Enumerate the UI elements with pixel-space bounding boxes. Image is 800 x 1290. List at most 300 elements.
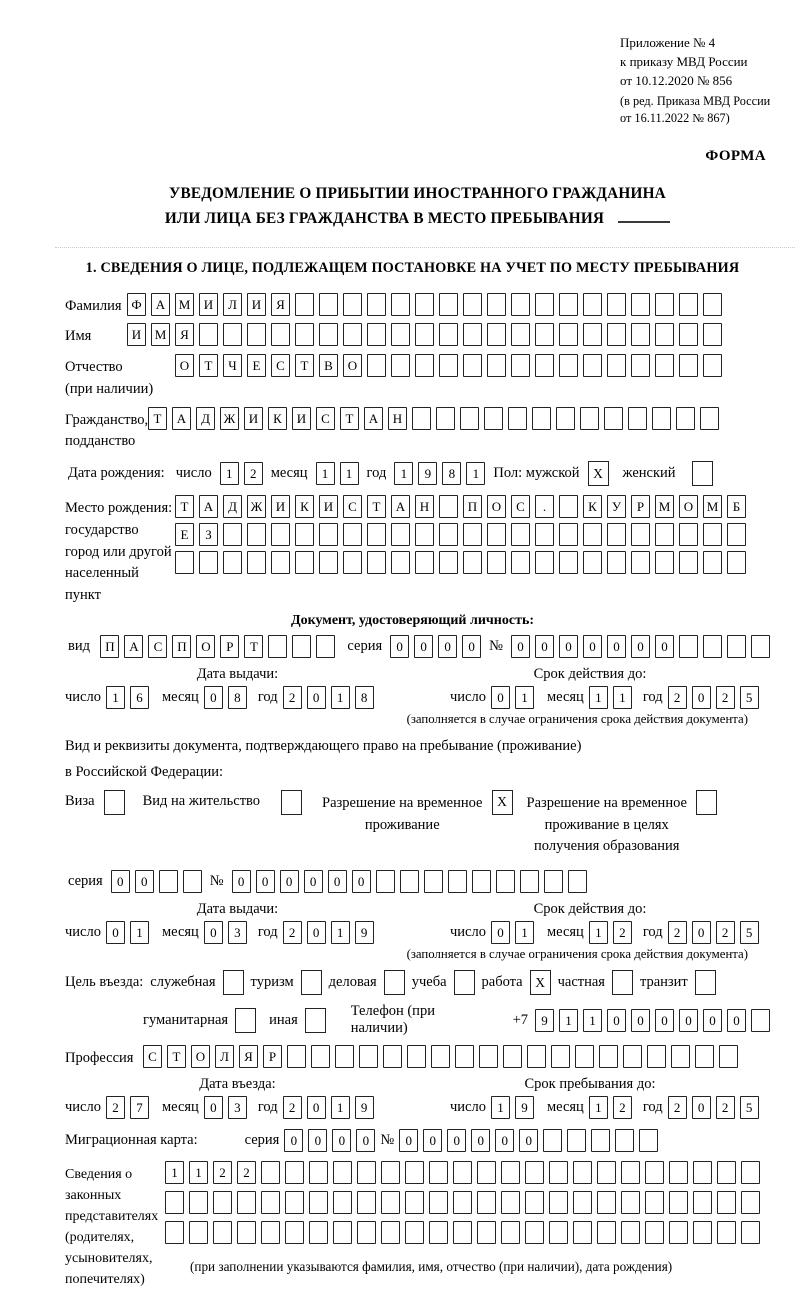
- char-cell[interactable]: [477, 1191, 496, 1214]
- char-cell[interactable]: [655, 523, 674, 546]
- char-cell[interactable]: [583, 323, 602, 346]
- char-cell[interactable]: [679, 523, 698, 546]
- char-cell[interactable]: [703, 551, 722, 574]
- char-cell[interactable]: [631, 551, 650, 574]
- char-cell[interactable]: [381, 1221, 400, 1244]
- char-cell[interactable]: [381, 1161, 400, 1184]
- char-cell[interactable]: 0: [491, 921, 510, 944]
- char-cell[interactable]: [511, 523, 530, 546]
- char-cell[interactable]: 1: [106, 686, 125, 709]
- char-cell[interactable]: [741, 1191, 760, 1214]
- char-cell[interactable]: С: [343, 495, 362, 518]
- char-cell[interactable]: О: [191, 1045, 210, 1068]
- purpose-service-checkbox[interactable]: [223, 970, 244, 995]
- char-cell[interactable]: [333, 1161, 352, 1184]
- char-cell[interactable]: 1: [589, 1096, 608, 1119]
- char-cell[interactable]: И: [319, 495, 338, 518]
- char-cell[interactable]: [261, 1221, 280, 1244]
- char-cell[interactable]: 8: [442, 462, 461, 485]
- char-cell[interactable]: [295, 551, 314, 574]
- char-cell[interactable]: [165, 1221, 184, 1244]
- char-cell[interactable]: [477, 1161, 496, 1184]
- char-cell[interactable]: [508, 407, 527, 430]
- char-cell[interactable]: Я: [271, 293, 290, 316]
- char-cell[interactable]: [607, 523, 626, 546]
- char-cell[interactable]: [405, 1191, 424, 1214]
- char-cell[interactable]: И: [244, 407, 263, 430]
- char-cell[interactable]: [381, 1191, 400, 1214]
- char-cell[interactable]: 0: [438, 635, 457, 658]
- char-cell[interactable]: 0: [135, 870, 154, 893]
- char-cell[interactable]: 0: [256, 870, 275, 893]
- char-cell[interactable]: [367, 293, 386, 316]
- char-cell[interactable]: А: [199, 495, 218, 518]
- char-cell[interactable]: [567, 1129, 586, 1152]
- char-cell[interactable]: 0: [703, 1009, 722, 1032]
- char-cell[interactable]: [383, 1045, 402, 1068]
- char-cell[interactable]: 9: [418, 462, 437, 485]
- char-cell[interactable]: С: [148, 635, 167, 658]
- char-cell[interactable]: [559, 523, 578, 546]
- char-cell[interactable]: 0: [106, 921, 125, 944]
- char-cell[interactable]: [189, 1191, 208, 1214]
- char-cell[interactable]: И: [127, 323, 146, 346]
- char-cell[interactable]: Т: [167, 1045, 186, 1068]
- char-cell[interactable]: [628, 407, 647, 430]
- gender-female-checkbox[interactable]: [692, 461, 713, 486]
- char-cell[interactable]: А: [124, 635, 143, 658]
- char-cell[interactable]: Р: [263, 1045, 282, 1068]
- purpose-humanitarian-checkbox[interactable]: [235, 1008, 256, 1033]
- purpose-business-checkbox[interactable]: [384, 970, 405, 995]
- purpose-work-checkbox[interactable]: X: [530, 970, 551, 995]
- purpose-tourism-checkbox[interactable]: [301, 970, 322, 995]
- char-cell[interactable]: [439, 354, 458, 377]
- char-cell[interactable]: [175, 551, 194, 574]
- char-cell[interactable]: 2: [283, 686, 302, 709]
- char-cell[interactable]: 1: [165, 1161, 184, 1184]
- char-cell[interactable]: У: [607, 495, 626, 518]
- char-cell[interactable]: [439, 551, 458, 574]
- char-cell[interactable]: [703, 523, 722, 546]
- char-cell[interactable]: Л: [223, 293, 242, 316]
- char-cell[interactable]: [292, 635, 311, 658]
- char-cell[interactable]: 0: [692, 686, 711, 709]
- char-cell[interactable]: [453, 1161, 472, 1184]
- char-cell[interactable]: [415, 523, 434, 546]
- char-cell[interactable]: 0: [462, 635, 481, 658]
- char-cell[interactable]: [479, 1045, 498, 1068]
- char-cell[interactable]: [455, 1045, 474, 1068]
- char-cell[interactable]: 0: [204, 921, 223, 944]
- char-cell[interactable]: 0: [390, 635, 409, 658]
- char-cell[interactable]: [549, 1221, 568, 1244]
- char-cell[interactable]: [607, 323, 626, 346]
- char-cell[interactable]: [583, 354, 602, 377]
- char-cell[interactable]: [583, 551, 602, 574]
- char-cell[interactable]: 0: [655, 1009, 674, 1032]
- char-cell[interactable]: [199, 323, 218, 346]
- char-cell[interactable]: [183, 870, 202, 893]
- char-cell[interactable]: [223, 523, 242, 546]
- char-cell[interactable]: [487, 323, 506, 346]
- char-cell[interactable]: 2: [237, 1161, 256, 1184]
- char-cell[interactable]: [439, 523, 458, 546]
- purpose-transit-checkbox[interactable]: [695, 970, 716, 995]
- char-cell[interactable]: [295, 293, 314, 316]
- char-cell[interactable]: 1: [331, 1096, 350, 1119]
- char-cell[interactable]: 0: [307, 686, 326, 709]
- char-cell[interactable]: О: [175, 354, 194, 377]
- char-cell[interactable]: [319, 293, 338, 316]
- char-cell[interactable]: [727, 523, 746, 546]
- char-cell[interactable]: [645, 1161, 664, 1184]
- char-cell[interactable]: [295, 323, 314, 346]
- char-cell[interactable]: 8: [355, 686, 374, 709]
- char-cell[interactable]: Е: [247, 354, 266, 377]
- purpose-private-checkbox[interactable]: [612, 970, 633, 995]
- char-cell[interactable]: [703, 635, 722, 658]
- char-cell[interactable]: [703, 354, 722, 377]
- char-cell[interactable]: [439, 495, 458, 518]
- char-cell[interactable]: Ж: [220, 407, 239, 430]
- char-cell[interactable]: 3: [228, 1096, 247, 1119]
- char-cell[interactable]: [367, 551, 386, 574]
- char-cell[interactable]: [655, 323, 674, 346]
- char-cell[interactable]: .: [535, 495, 554, 518]
- char-cell[interactable]: П: [463, 495, 482, 518]
- char-cell[interactable]: 0: [399, 1129, 418, 1152]
- char-cell[interactable]: [367, 354, 386, 377]
- char-cell[interactable]: [639, 1129, 658, 1152]
- char-cell[interactable]: [511, 323, 530, 346]
- char-cell[interactable]: М: [175, 293, 194, 316]
- char-cell[interactable]: И: [247, 293, 266, 316]
- char-cell[interactable]: 0: [308, 1129, 327, 1152]
- char-cell[interactable]: Ч: [223, 354, 242, 377]
- char-cell[interactable]: [535, 551, 554, 574]
- char-cell[interactable]: 9: [515, 1096, 534, 1119]
- char-cell[interactable]: [472, 870, 491, 893]
- char-cell[interactable]: [431, 1045, 450, 1068]
- char-cell[interactable]: [535, 323, 554, 346]
- char-cell[interactable]: [599, 1045, 618, 1068]
- char-cell[interactable]: 0: [304, 870, 323, 893]
- char-cell[interactable]: [607, 551, 626, 574]
- char-cell[interactable]: 0: [679, 1009, 698, 1032]
- char-cell[interactable]: 0: [491, 686, 510, 709]
- char-cell[interactable]: 1: [130, 921, 149, 944]
- char-cell[interactable]: [717, 1221, 736, 1244]
- char-cell[interactable]: [311, 1045, 330, 1068]
- char-cell[interactable]: [268, 635, 287, 658]
- char-cell[interactable]: [367, 523, 386, 546]
- char-cell[interactable]: 3: [228, 921, 247, 944]
- char-cell[interactable]: [343, 551, 362, 574]
- char-cell[interactable]: [271, 523, 290, 546]
- char-cell[interactable]: [436, 407, 455, 430]
- char-cell[interactable]: [597, 1191, 616, 1214]
- char-cell[interactable]: Е: [175, 523, 194, 546]
- char-cell[interactable]: [309, 1191, 328, 1214]
- char-cell[interactable]: [261, 1191, 280, 1214]
- char-cell[interactable]: 0: [471, 1129, 490, 1152]
- char-cell[interactable]: 0: [607, 1009, 626, 1032]
- char-cell[interactable]: [693, 1191, 712, 1214]
- char-cell[interactable]: [559, 323, 578, 346]
- char-cell[interactable]: [727, 551, 746, 574]
- char-cell[interactable]: 8: [228, 686, 247, 709]
- char-cell[interactable]: [223, 551, 242, 574]
- char-cell[interactable]: [559, 293, 578, 316]
- purpose-study-checkbox[interactable]: [454, 970, 475, 995]
- char-cell[interactable]: Т: [199, 354, 218, 377]
- char-cell[interactable]: [213, 1221, 232, 1244]
- char-cell[interactable]: [487, 293, 506, 316]
- char-cell[interactable]: [623, 1045, 642, 1068]
- char-cell[interactable]: [376, 870, 395, 893]
- char-cell[interactable]: Т: [244, 635, 263, 658]
- char-cell[interactable]: [503, 1045, 522, 1068]
- char-cell[interactable]: 0: [727, 1009, 746, 1032]
- char-cell[interactable]: [631, 523, 650, 546]
- char-cell[interactable]: [391, 323, 410, 346]
- char-cell[interactable]: 9: [355, 1096, 374, 1119]
- char-cell[interactable]: С: [316, 407, 335, 430]
- char-cell[interactable]: [463, 551, 482, 574]
- char-cell[interactable]: Т: [367, 495, 386, 518]
- char-cell[interactable]: 0: [280, 870, 299, 893]
- char-cell[interactable]: А: [391, 495, 410, 518]
- char-cell[interactable]: [727, 635, 746, 658]
- char-cell[interactable]: Т: [175, 495, 194, 518]
- char-cell[interactable]: [271, 323, 290, 346]
- char-cell[interactable]: [655, 354, 674, 377]
- char-cell[interactable]: [487, 354, 506, 377]
- char-cell[interactable]: [359, 1045, 378, 1068]
- char-cell[interactable]: [367, 323, 386, 346]
- char-cell[interactable]: Н: [415, 495, 434, 518]
- char-cell[interactable]: Р: [220, 635, 239, 658]
- char-cell[interactable]: [223, 323, 242, 346]
- char-cell[interactable]: 1: [515, 921, 534, 944]
- char-cell[interactable]: 2: [716, 686, 735, 709]
- char-cell[interactable]: 1: [220, 462, 239, 485]
- char-cell[interactable]: 1: [331, 686, 350, 709]
- char-cell[interactable]: М: [151, 323, 170, 346]
- char-cell[interactable]: [309, 1161, 328, 1184]
- char-cell[interactable]: 2: [716, 921, 735, 944]
- char-cell[interactable]: [400, 870, 419, 893]
- char-cell[interactable]: 0: [631, 1009, 650, 1032]
- char-cell[interactable]: А: [151, 293, 170, 316]
- char-cell[interactable]: [556, 407, 575, 430]
- char-cell[interactable]: [669, 1191, 688, 1214]
- char-cell[interactable]: Л: [215, 1045, 234, 1068]
- char-cell[interactable]: [463, 323, 482, 346]
- char-cell[interactable]: [544, 870, 563, 893]
- gender-male-checkbox[interactable]: X: [588, 461, 609, 486]
- char-cell[interactable]: И: [292, 407, 311, 430]
- char-cell[interactable]: 9: [535, 1009, 554, 1032]
- char-cell[interactable]: 1: [340, 462, 359, 485]
- char-cell[interactable]: [615, 1129, 634, 1152]
- char-cell[interactable]: [655, 551, 674, 574]
- char-cell[interactable]: 0: [332, 1129, 351, 1152]
- char-cell[interactable]: 1: [466, 462, 485, 485]
- char-cell[interactable]: 2: [613, 921, 632, 944]
- char-cell[interactable]: [261, 1161, 280, 1184]
- char-cell[interactable]: 2: [716, 1096, 735, 1119]
- char-cell[interactable]: [335, 1045, 354, 1068]
- char-cell[interactable]: [527, 1045, 546, 1068]
- char-cell[interactable]: 0: [559, 635, 578, 658]
- char-cell[interactable]: 2: [283, 921, 302, 944]
- char-cell[interactable]: [511, 551, 530, 574]
- char-cell[interactable]: [679, 354, 698, 377]
- char-cell[interactable]: 0: [356, 1129, 375, 1152]
- char-cell[interactable]: [631, 323, 650, 346]
- residence-permit-checkbox[interactable]: [281, 790, 302, 815]
- char-cell[interactable]: К: [268, 407, 287, 430]
- char-cell[interactable]: [525, 1191, 544, 1214]
- char-cell[interactable]: 0: [111, 870, 130, 893]
- char-cell[interactable]: [405, 1221, 424, 1244]
- char-cell[interactable]: [405, 1161, 424, 1184]
- char-cell[interactable]: [573, 1221, 592, 1244]
- char-cell[interactable]: К: [295, 495, 314, 518]
- char-cell[interactable]: Т: [295, 354, 314, 377]
- char-cell[interactable]: И: [271, 495, 290, 518]
- char-cell[interactable]: [247, 323, 266, 346]
- char-cell[interactable]: М: [703, 495, 722, 518]
- char-cell[interactable]: [621, 1161, 640, 1184]
- char-cell[interactable]: [463, 354, 482, 377]
- char-cell[interactable]: [247, 551, 266, 574]
- char-cell[interactable]: [424, 870, 443, 893]
- char-cell[interactable]: 5: [740, 686, 759, 709]
- char-cell[interactable]: [679, 323, 698, 346]
- char-cell[interactable]: [583, 523, 602, 546]
- char-cell[interactable]: 2: [213, 1161, 232, 1184]
- char-cell[interactable]: З: [199, 523, 218, 546]
- char-cell[interactable]: [412, 407, 431, 430]
- char-cell[interactable]: 0: [204, 686, 223, 709]
- char-cell[interactable]: [463, 523, 482, 546]
- char-cell[interactable]: [703, 293, 722, 316]
- char-cell[interactable]: 1: [316, 462, 335, 485]
- char-cell[interactable]: 1: [394, 462, 413, 485]
- char-cell[interactable]: [460, 407, 479, 430]
- char-cell[interactable]: 9: [355, 921, 374, 944]
- char-cell[interactable]: [543, 1129, 562, 1152]
- char-cell[interactable]: [501, 1191, 520, 1214]
- char-cell[interactable]: [573, 1161, 592, 1184]
- char-cell[interactable]: О: [343, 354, 362, 377]
- char-cell[interactable]: Я: [175, 323, 194, 346]
- char-cell[interactable]: [669, 1161, 688, 1184]
- char-cell[interactable]: 1: [589, 921, 608, 944]
- char-cell[interactable]: [535, 293, 554, 316]
- char-cell[interactable]: [695, 1045, 714, 1068]
- char-cell[interactable]: [316, 635, 335, 658]
- char-cell[interactable]: [631, 293, 650, 316]
- char-cell[interactable]: 2: [613, 1096, 632, 1119]
- char-cell[interactable]: 0: [519, 1129, 538, 1152]
- char-cell[interactable]: [439, 293, 458, 316]
- char-cell[interactable]: [429, 1161, 448, 1184]
- char-cell[interactable]: С: [271, 354, 290, 377]
- char-cell[interactable]: [604, 407, 623, 430]
- char-cell[interactable]: [333, 1221, 352, 1244]
- char-cell[interactable]: [741, 1161, 760, 1184]
- char-cell[interactable]: [295, 523, 314, 546]
- char-cell[interactable]: [391, 551, 410, 574]
- char-cell[interactable]: [520, 870, 539, 893]
- char-cell[interactable]: [551, 1045, 570, 1068]
- char-cell[interactable]: [573, 1191, 592, 1214]
- char-cell[interactable]: Т: [340, 407, 359, 430]
- char-cell[interactable]: [597, 1161, 616, 1184]
- char-cell[interactable]: [484, 407, 503, 430]
- char-cell[interactable]: [700, 407, 719, 430]
- char-cell[interactable]: [247, 523, 266, 546]
- char-cell[interactable]: 0: [423, 1129, 442, 1152]
- char-cell[interactable]: 6: [130, 686, 149, 709]
- char-cell[interactable]: [199, 551, 218, 574]
- char-cell[interactable]: 1: [491, 1096, 510, 1119]
- char-cell[interactable]: [415, 293, 434, 316]
- char-cell[interactable]: Ф: [127, 293, 146, 316]
- char-cell[interactable]: [271, 551, 290, 574]
- char-cell[interactable]: В: [319, 354, 338, 377]
- char-cell[interactable]: [391, 523, 410, 546]
- char-cell[interactable]: [391, 293, 410, 316]
- char-cell[interactable]: [693, 1221, 712, 1244]
- visa-checkbox[interactable]: [104, 790, 125, 815]
- char-cell[interactable]: 1: [583, 1009, 602, 1032]
- char-cell[interactable]: О: [487, 495, 506, 518]
- char-cell[interactable]: [645, 1191, 664, 1214]
- char-cell[interactable]: [415, 323, 434, 346]
- char-cell[interactable]: [407, 1045, 426, 1068]
- char-cell[interactable]: 0: [692, 921, 711, 944]
- char-cell[interactable]: [463, 293, 482, 316]
- char-cell[interactable]: О: [679, 495, 698, 518]
- char-cell[interactable]: О: [196, 635, 215, 658]
- char-cell[interactable]: [741, 1221, 760, 1244]
- char-cell[interactable]: [679, 635, 698, 658]
- char-cell[interactable]: [583, 293, 602, 316]
- char-cell[interactable]: [285, 1161, 304, 1184]
- char-cell[interactable]: 0: [328, 870, 347, 893]
- char-cell[interactable]: 0: [607, 635, 626, 658]
- char-cell[interactable]: [655, 293, 674, 316]
- char-cell[interactable]: [535, 354, 554, 377]
- char-cell[interactable]: Д: [223, 495, 242, 518]
- char-cell[interactable]: 2: [283, 1096, 302, 1119]
- char-cell[interactable]: С: [143, 1045, 162, 1068]
- char-cell[interactable]: [525, 1161, 544, 1184]
- char-cell[interactable]: [559, 354, 578, 377]
- char-cell[interactable]: [591, 1129, 610, 1152]
- char-cell[interactable]: Б: [727, 495, 746, 518]
- char-cell[interactable]: М: [655, 495, 674, 518]
- char-cell[interactable]: [237, 1191, 256, 1214]
- char-cell[interactable]: [575, 1045, 594, 1068]
- char-cell[interactable]: [652, 407, 671, 430]
- char-cell[interactable]: 1: [331, 921, 350, 944]
